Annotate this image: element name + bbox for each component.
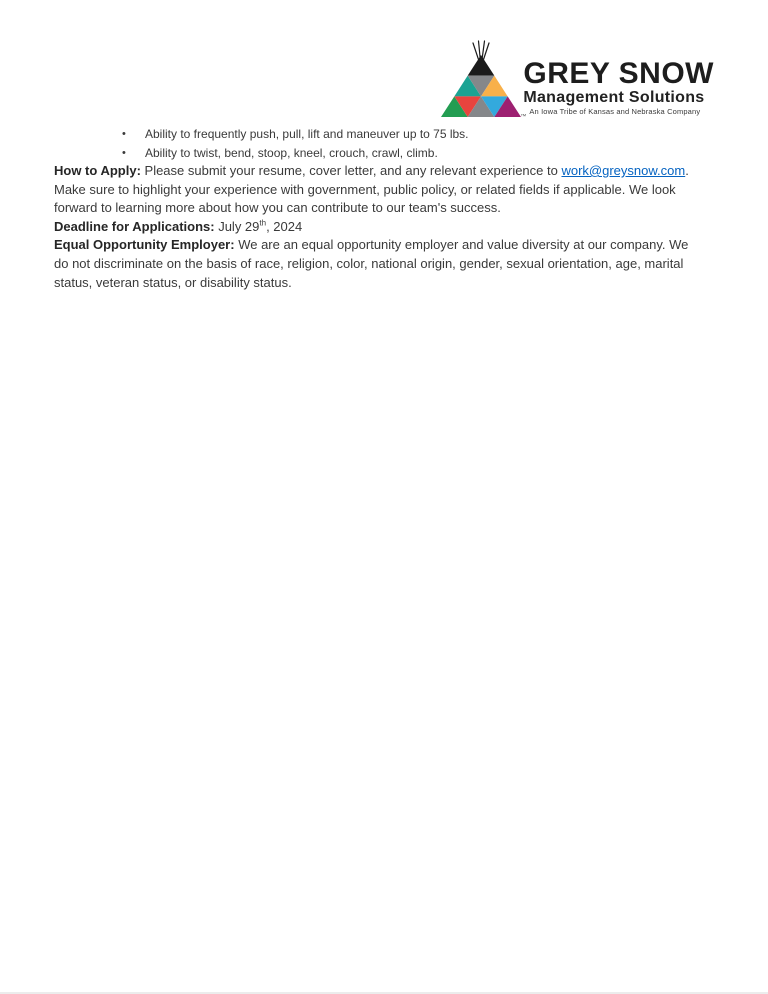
eoe-text: We are an equal opportunity employer and value diversity at our company. We do not discriminate on the basis of race, religion, color, national origin, gender, sexual orientation, age, marital status, veteran status, or disability status. — [54, 237, 689, 290]
list-item-text: Ability to frequently push, pull, lift and maneuver up to 75 lbs. — [145, 127, 469, 141]
trademark-symbol: ™ — [520, 114, 527, 120]
brand-subtitle: Management Solutions — [523, 89, 705, 106]
eoe-label: Equal Opportunity Employer: — [54, 237, 235, 253]
deadline-date-suffix: , 2024 — [266, 218, 303, 234]
requirements-list — [54, 125, 710, 162]
list-item — [54, 125, 710, 144]
list-item-text: Ability to twist, bend, stoop, kneel, crouch, crawl, climb. — [145, 145, 438, 160]
ordinal-superscript: th — [259, 218, 267, 228]
how-to-apply-text-after: . Make sure to highlight your experience with government, public policy, or related fields if applicable. We look forward to learning more about how you can contribute to our team's success. — [54, 163, 689, 216]
tipi-logo-svg — [440, 40, 522, 117]
bullet-icon: • — [122, 146, 126, 159]
tipi-triangle-black — [468, 55, 495, 76]
brand-tagline: An Iowa Tribe of Kansas and Nebraska Company — [529, 107, 701, 116]
how-to-apply-label: How to Apply: — [54, 163, 141, 178]
list-item — [54, 144, 710, 163]
deadline-label: Deadline for Applications: — [54, 218, 215, 234]
tipi-logo-icon — [440, 40, 527, 120]
brand-name: GREY SNOW — [523, 57, 714, 90]
eoe-paragraph — [54, 236, 706, 292]
brand-text-block — [523, 59, 714, 117]
deadline-date-prefix: July 29 — [214, 218, 260, 234]
company-logo — [440, 40, 714, 120]
bullet-icon: • — [122, 128, 126, 140]
how-to-apply-text-before: Please submit your resume, cover letter, and any relevant experience to — [140, 163, 562, 178]
deadline-line — [54, 218, 706, 237]
email-link[interactable]: work@greysnow.com — [561, 163, 686, 178]
how-to-apply-paragraph — [54, 162, 706, 218]
